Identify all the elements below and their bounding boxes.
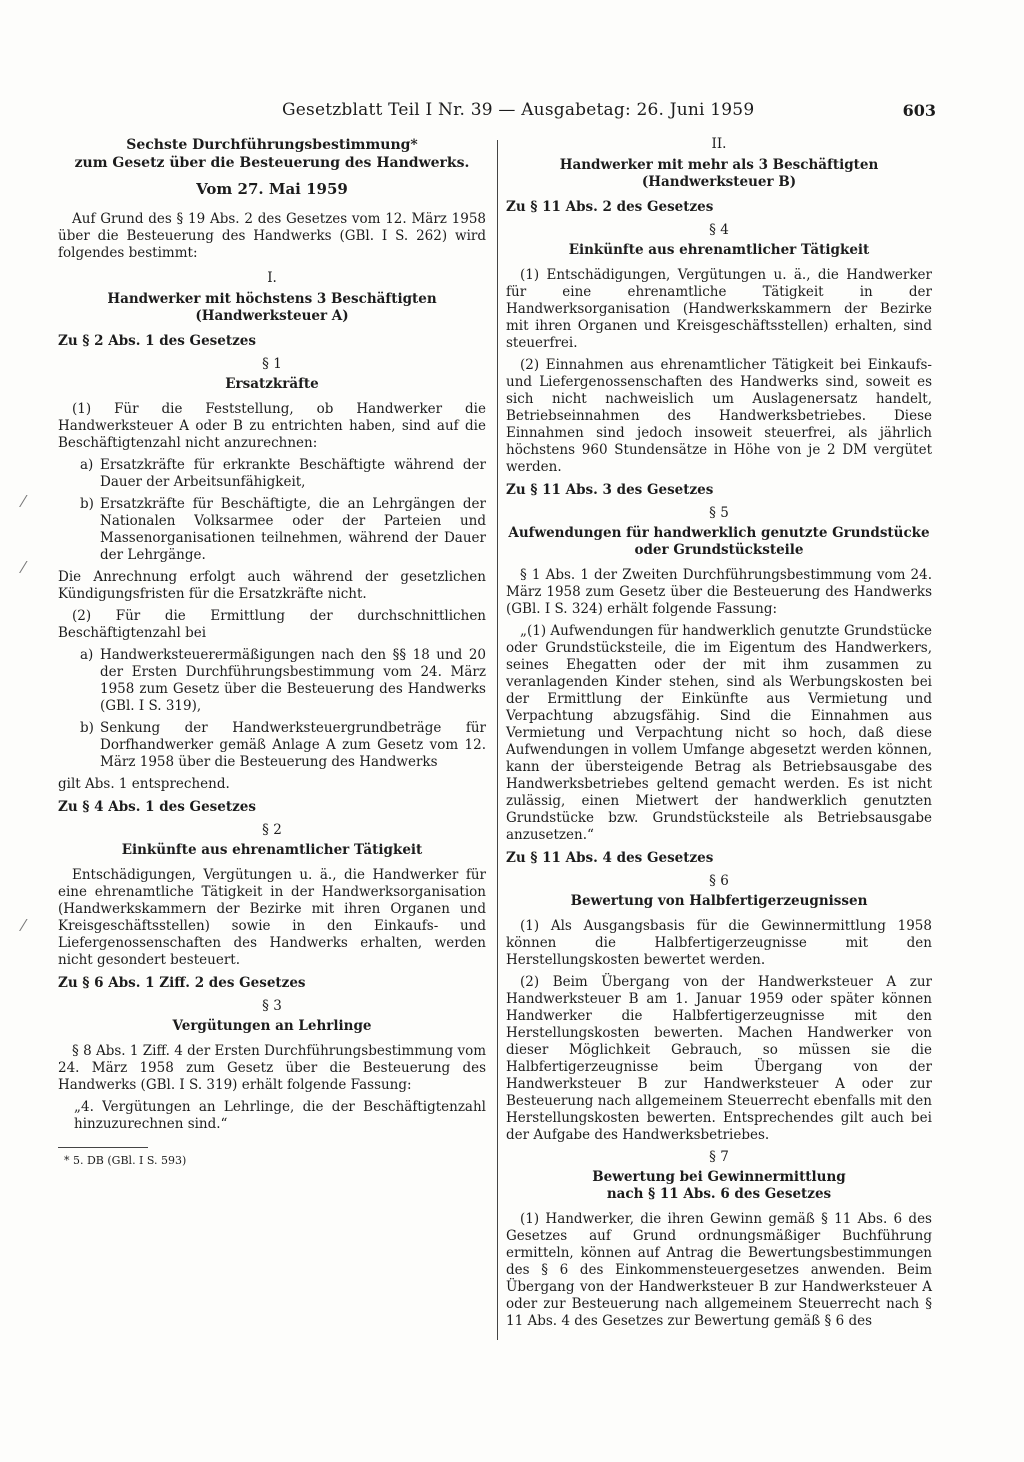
page-header <box>282 100 942 124</box>
law-reference: Zu § 11 Abs. 4 des Gesetzes <box>506 850 714 866</box>
margin-mark: ⁄ <box>22 558 25 577</box>
intro-paragraph: Auf Grund des § 19 Abs. 2 des Gesetzes vom 12. März 1958 über die Besteuerung des Handwerks (GBl. I S. 262) wird folgendes bestimmt: <box>58 211 486 261</box>
list-item-label: a) <box>80 457 94 473</box>
body-paragraph: (1) Entschädigungen, Vergütungen u. ä., die Handwerker für eine ehrenamtliche Tätigkeit in der Handwerksorganisation (Handwerkskammern der Bezirke mit ihren Organen und Kreisgeschäftsstellen) erhalten, sind steuerfrei. <box>506 267 932 351</box>
body-paragraph: (2) Für die Ermittlung der durchschnittlichen Beschäftigtenzahl bei <box>58 608 486 641</box>
paragraph-title <box>506 1169 932 1203</box>
title-line-1: Sechste Durchführungsbestimmung* <box>126 137 418 153</box>
paragraph-number: § 2 <box>262 822 282 838</box>
paragraph-title: Bewertung von Halbfertigerzeugnissen <box>570 893 868 909</box>
list-item-text: Handwerksteuerermäßigungen nach den §§ 18 und 20 der Ersten Durchführungsbestimmung vom 24. März 1958 zum Gesetz über die Besteuerung des Handwerks (GBl. I S. 319), <box>100 647 486 714</box>
list-item-label: b) <box>80 496 94 512</box>
list-item <box>58 720 486 771</box>
paragraph-number: § 1 <box>262 356 282 372</box>
law-reference: Zu § 4 Abs. 1 des Gesetzes <box>58 799 256 815</box>
list-item <box>58 457 486 491</box>
page-number: 603 <box>902 101 936 120</box>
section-number: I. <box>267 270 277 286</box>
law-reference: Zu § 11 Abs. 2 des Gesetzes <box>506 199 714 215</box>
column-divider <box>497 140 498 1340</box>
list-item-text: Ersatzkräfte für Beschäftigte, die an Lehrgängen der Nationalen Volksarmee oder der Parteien und Massenorganisationen teilnehmen, während der Dauer der Lehrgänge. <box>100 496 486 563</box>
paragraph-number: § 5 <box>709 505 729 521</box>
paragraph-title: Vergütungen an Lehrlinge <box>172 1018 372 1034</box>
body-paragraph: § 8 Abs. 1 Ziff. 4 der Ersten Durchführungsbestimmung vom 24. März 1958 zum Gesetz über die Besteuerung des Handwerks (GBl. I S. 319) erhält folgende Fassung: <box>58 1043 486 1093</box>
paragraph-title-line-2: nach § 11 Abs. 6 des Gesetzes <box>606 1186 832 1202</box>
paragraph-number: § 3 <box>262 998 282 1014</box>
right-column <box>506 136 932 1335</box>
section-heading-line-2: (Handwerksteuer A) <box>195 308 349 324</box>
section-heading <box>58 291 486 325</box>
document-title <box>58 136 486 172</box>
paragraph-title: Ersatzkräfte <box>225 376 319 392</box>
paragraph-title: Aufwendungen für handwerklich genutzte Grundstücke oder Grundstücksteile <box>508 525 930 558</box>
left-column <box>58 136 486 1169</box>
quoted-text: „4. Vergütungen an Lehrlinge, die der Beschäftigtenzahl hinzuzurechnen sind.“ <box>74 1099 486 1132</box>
footnote-rule <box>58 1147 148 1148</box>
law-reference: Zu § 2 Abs. 1 des Gesetzes <box>58 333 256 349</box>
paragraph-title: Einkünfte aus ehrenamtlicher Tätigkeit <box>121 842 423 858</box>
body-paragraph: (2) Einnahmen aus ehrenamtlicher Tätigkeit bei Einkaufs- und Liefergenossenschaften des Handwerks sind, soweit es sich nicht nachweislich um Auslagenersatz handelt, Betriebseinnahmen des Handwerksbetriebes. Diese Einnahmen sind jedoch insoweit steuerfrei, als jährlich höchstens 960 Stundensätze in Höhe von je 2 DM vergütet werden. <box>506 357 932 475</box>
list-item-text: Ersatzkräfte für erkrankte Beschäftigte während der Dauer der Arbeitsunfähigkeit, <box>100 457 486 490</box>
body-paragraph: Die Anrechnung erfolgt auch während der gesetzlichen Kündigungsfristen für die Ersatzkräfte nicht. <box>58 569 486 602</box>
section-heading-line-1: Handwerker mit mehr als 3 Beschäftigten <box>559 157 879 173</box>
title-line-2: zum Gesetz über die Besteuerung des Handwerks. <box>74 155 470 171</box>
document-date: Vom 27. Mai 1959 <box>196 180 348 198</box>
law-reference: Zu § 6 Abs. 1 Ziff. 2 des Gesetzes <box>58 975 306 991</box>
list-item-label: b) <box>80 720 94 736</box>
section-heading-line-2: (Handwerksteuer B) <box>641 174 797 190</box>
law-reference: Zu § 11 Abs. 3 des Gesetzes <box>506 482 714 498</box>
body-paragraph: (2) Beim Übergang von der Handwerksteuer A zur Handwerksteuer B am 1. Januar 1959 oder später können Handwerker die Halbfertigerzeugnisse mit den Herstellungskosten bewerten. Machen Handwerker von dieser Möglichkeit Gebrauch, so müssen sie die Halbfertigerzeugnisse beim Übergang von der Handwerksteuer B zur Handwerksteuer A oder zur Besteuerung nach allgemeinem Steuerrecht ebenfalls mit den Herstellungskosten bewerten. Entsprechendes gilt auch bei der Aufgabe des Handwerksbetriebes. <box>506 974 932 1143</box>
gazette-header-line: Gesetzblatt Teil I Nr. 39 — Ausgabetag: 26. Juni 1959 <box>282 100 755 120</box>
paragraph-title: Einkünfte aus ehrenamtlicher Tätigkeit <box>568 242 870 258</box>
list-item-label: a) <box>80 647 94 663</box>
paragraph-number: § 6 <box>709 873 729 889</box>
paragraph-title-line-1: Bewertung bei Gewinnermittlung <box>592 1169 846 1185</box>
section-heading-line-1: Handwerker mit höchstens 3 Beschäftigten <box>107 291 437 307</box>
margin-mark: ⁄ <box>22 916 25 935</box>
body-paragraph: gilt Abs. 1 entsprechend. <box>58 776 230 792</box>
body-paragraph: (1) Für die Feststellung, ob Handwerker die Handwerksteuer A oder B zu entrichten haben, sind auf die Beschäftigtenzahl nicht anzurechnen: <box>58 401 486 451</box>
section-number: II. <box>711 136 727 152</box>
list-item-text: Senkung der Handwerksteuergrundbeträge für Dorfhandwerker gemäß Anlage A zum Gesetz vom 12. März 1958 über die Besteuerung des Handwerks <box>100 720 486 770</box>
paragraph-number: § 4 <box>709 222 729 238</box>
list-item <box>58 647 486 715</box>
body-paragraph: (1) Handwerker, die ihren Gewinn gemäß § 11 Abs. 6 des Gesetzes auf Grund ordnungsmäßiger Buchführung ermitteln, können auf Antrag die Bewertungsbestimmungen des § 6 des Einkommensteuergesetzes anwenden. Beim Übergang von der Handwerksteuer B zur Handwerksteuer A oder zur Besteuerung nach allgemeinem Steuerrecht nach § 11 Abs. 4 des Gesetzes zur Bewertung gemäß § 6 des <box>506 1211 932 1329</box>
body-paragraph: § 1 Abs. 1 der Zweiten Durchführungsbestimmung vom 24. März 1958 zum Gesetz über die Besteuerung des Handwerks (GBl. I S. 324) erhält folgende Fassung: <box>506 567 932 617</box>
paragraph-number: § 7 <box>709 1149 729 1165</box>
quoted-text: „(1) Aufwendungen für handwerklich genutzte Grundstücke oder Grundstücksteile, die im Eigentum des Handwerkers, seines Ehegatten oder der mit ihm zusammen zu veranlagenden Kinder stehen, sind als Werbungskosten bei der Ermittlung der Einkünfte aus Vermietung und Verpachtung abzugsfähig. Sind die Einnahmen aus Vermietung und Verpachtung nicht so hoch, daß diese Aufwendungen in vollem Umfange abgesetzt werden können, kann der übersteigende Betrag als Betriebsausgabe des Handwerksbetriebes geltend gemacht werden. Es ist nicht zulässig, einen Mietwert der handwerklich genutzten Grundstücke bzw. Grundstücksteile als Betriebsausgabe anzusetzen.“ <box>506 623 932 843</box>
margin-mark: ⁄ <box>22 492 25 511</box>
section-heading <box>506 157 932 191</box>
list-item <box>58 496 486 564</box>
body-paragraph: Entschädigungen, Vergütungen u. ä., die Handwerker für eine ehrenamtliche Tätigkeit in der Handwerksorganisation (Handwerkskammern der Bezirke mit ihren Organen und Kreisgeschäftsstellen) sowie in den Einkaufs- und Liefergenossenschaften des Handwerks erhalten, werden nicht gesondert besteuert. <box>58 867 486 968</box>
body-paragraph: (1) Als Ausgangsbasis für die Gewinnermittlung 1958 können die Halbfertigerzeugnisse mit den Herstellungskosten bewertet werden. <box>506 918 932 968</box>
footnote: * 5. DB (GBl. I S. 593) <box>64 1154 187 1167</box>
